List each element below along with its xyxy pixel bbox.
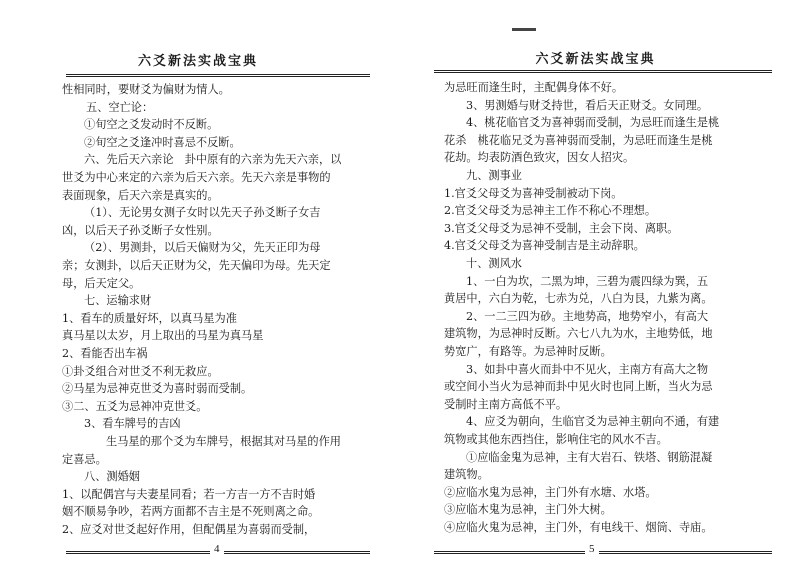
text-line: 3、如卦中喜火而卦中不见火，主南方有高大之物 bbox=[466, 362, 709, 376]
right-footer-rule bbox=[434, 551, 772, 554]
text-line: 七、运输求财 bbox=[84, 294, 152, 308]
text-line: 九、测事业 bbox=[466, 169, 522, 182]
text-line: ②马星为忌神克世爻为喜时弱而受制。 bbox=[62, 382, 253, 396]
text-line: 为忌旺而逢生时，主配偶身体不好。 bbox=[444, 81, 624, 94]
text-line: 受制时主南方高低不平。 bbox=[444, 397, 568, 411]
text-line: 建筑物。 bbox=[444, 468, 489, 482]
text-line: ④应临火鬼为忌神，主门外，有电线干、烟筒、寺庙。 bbox=[444, 521, 713, 534]
text-line: 六、先后天六亲论 卦中原有的六亲为先天六亲，以 bbox=[84, 153, 342, 167]
text-line: 2、一二三四为砂。主地势高，地势窄小，有高大 bbox=[466, 309, 709, 323]
right-page-number: 5 bbox=[585, 543, 599, 555]
text-line: 4.官爻父母爻为喜神受制吉是主动辞职。 bbox=[444, 239, 645, 253]
left-page-number: 4 bbox=[210, 543, 224, 555]
right-header-rule bbox=[434, 70, 772, 73]
text-line: 4、应爻为朝向，生临官爻为忌神主朝向不通，有建 bbox=[466, 415, 720, 429]
text-line: 筑物或其他东西挡住，影响住宅的风水不吉。 bbox=[444, 433, 668, 446]
text-line: 1、以配偶宫与夫妻星同看；若一方吉一方不吉时婚 bbox=[62, 487, 316, 501]
text-line: ②应临水鬼为忌神，主门外有水塘、水塔。 bbox=[444, 485, 657, 499]
text-line: ①旬空之爻发动时不反断。 bbox=[84, 118, 219, 132]
text-line: 花杀 桃花临兄爻为喜神弱而受制，为忌旺而逢生是桃 bbox=[444, 133, 713, 147]
text-line: ①应临金鬼为忌神，主有大岩石、铁塔、钢筋混凝 bbox=[466, 450, 713, 464]
left-header-title: 六爻新法实战宝典 bbox=[137, 54, 258, 69]
text-line: 亲；女测卦，以后天正财为父，先天偏印为母。先天定 bbox=[62, 259, 331, 272]
text-line: 黄居中，六白为乾，七赤为兑，八白为艮，九紫为离。 bbox=[444, 292, 713, 306]
text-line: 凶，以后天子孙爻断子女性别。 bbox=[62, 223, 219, 237]
text-line: 世爻为中心来定的六亲为后天六亲。先天六亲是事物的 bbox=[62, 171, 331, 184]
text-line: 2、应爻对世爻起好作用，但配偶星为喜弱而受制， bbox=[62, 523, 316, 536]
text-line: ①卦爻组合对世爻不利无救应。 bbox=[62, 364, 219, 378]
text-line: 真马星以太岁，月上取出的马星为真马星 bbox=[62, 329, 264, 343]
text-line: （1）、无论男女测子女时以先天子孙爻断子女吉 bbox=[84, 206, 321, 220]
text-line: 八、测婚姻 bbox=[84, 470, 140, 484]
text-line: （2）、男测卦，以后天偏财为父，先天正印为母 bbox=[84, 241, 321, 255]
text-line: 姻不顺易争吵，若两方面都不吉主是不死则离之命。 bbox=[62, 505, 320, 519]
right-page bbox=[398, 0, 793, 586]
text-line: ③二、五爻为忌神冲克世爻。 bbox=[62, 399, 208, 413]
text-line: 表面现象，后天六亲是真实的。 bbox=[62, 188, 219, 202]
text-line: 1、看车的质量好坏，以真马星为准 bbox=[62, 311, 237, 325]
text-line: 1、一白为坎，二黑为坤，三碧为震四绿为巽，五 bbox=[466, 274, 709, 288]
text-line: 3、看车牌号的吉凶 bbox=[84, 417, 181, 431]
left-header-rule bbox=[66, 74, 370, 77]
right-header-title: 六爻新法实战宝典 bbox=[535, 52, 656, 67]
text-line: 2.官爻父母爻为忌神主工作不称心不理想。 bbox=[444, 204, 657, 218]
text-line: 定喜忌。 bbox=[62, 452, 107, 466]
text-line: 3.官爻父母爻为忌神不受制，主会下岗、离职。 bbox=[444, 221, 679, 235]
text-line: 4、桃花临官爻为喜神弱而受制，为忌旺而逢生是桃 bbox=[466, 116, 720, 130]
text-line: ③应临木鬼为忌神，主门外大树。 bbox=[444, 503, 612, 517]
text-line: 母，后天定父。 bbox=[62, 276, 141, 290]
left-page bbox=[0, 0, 396, 586]
text-line: 性相同时，要财爻为偏财为情人。 bbox=[62, 83, 230, 96]
text-line: 五、空亡论： bbox=[86, 100, 154, 114]
text-line: 花劫。均表防酒色致灾，因女人招灾。 bbox=[444, 151, 635, 165]
text-line: 3、男测婚与财爻持世，看后天正财爻。女同理。 bbox=[466, 98, 709, 112]
text-line: 或空间小当火为忌神而卦中见火时也同上断，当火为忌 bbox=[444, 380, 713, 394]
text-line: 生马星的那个爻为车牌号，根据其对马星的作用 bbox=[106, 435, 341, 448]
text-line: ②旬空之爻逢冲时喜忌不反断。 bbox=[84, 135, 241, 149]
text-line: 十、测风水 bbox=[466, 257, 522, 270]
text-line: 建筑物，为忌神时反断。六七八九为水，主地势低，地 bbox=[444, 327, 713, 341]
text-line: 1.官爻父母爻为喜神受制被动下岗。 bbox=[444, 186, 623, 200]
text-line: 2、看能否出车祸 bbox=[62, 347, 148, 360]
text-line: 势宽广，有路等。为忌神时反断。 bbox=[444, 345, 612, 358]
